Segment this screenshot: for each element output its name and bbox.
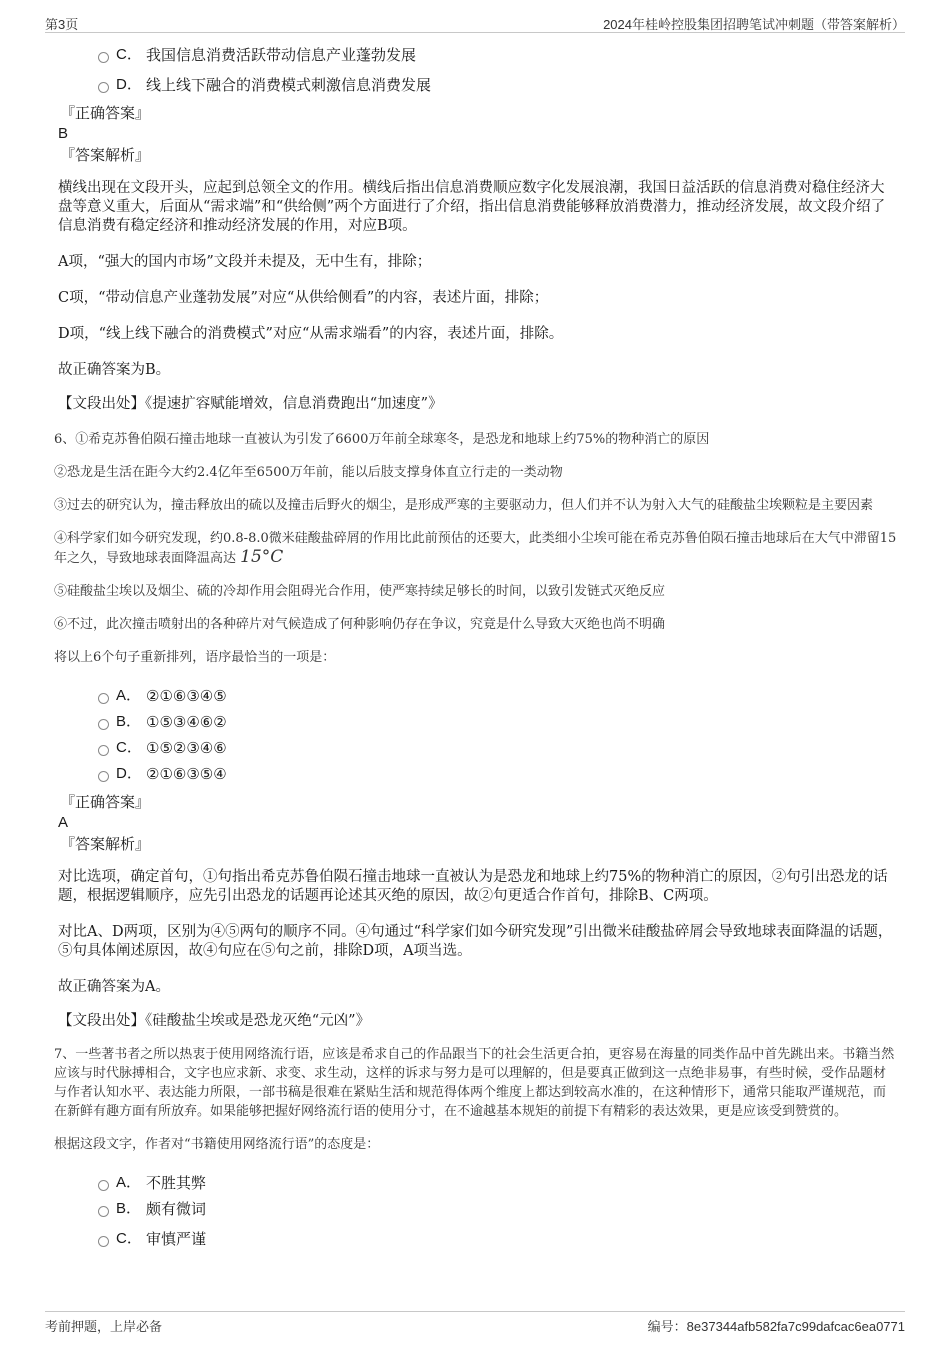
question-sentence: ②恐龙是生活在距今大约2.4亿年至6500万年前，能以后肢支撑身体直立行走的一类动物 xyxy=(54,465,563,480)
answer-label: 『正确答案』 xyxy=(60,104,151,122)
option-text: ②①⑥③④⑤ xyxy=(146,687,227,705)
option-text: 颇有微词 xyxy=(146,1200,207,1218)
analysis-label: 『答案解析』 xyxy=(60,835,151,853)
option-c[interactable] xyxy=(58,735,898,761)
option-text: ②①⑥③⑤④ xyxy=(146,765,227,783)
radio-icon[interactable] xyxy=(98,52,109,63)
option-a[interactable] xyxy=(58,683,898,709)
question-stem: 7、一些著书者之所以热衷于使用网络流行语，应该是希求自己的作品跟当下的社会生活更合拍，更容易在海量的同类作品中首先跳出来。书籍当然应该与时代脉搏相合，文字也应求新、求变、求生动，这样的诉求与努力是可以理解的，但是要真正做到这一点绝非易事，有些时候，受作品题材与作者认知水平、表达能力所限，一部书稿是很难在紧贴生活和规范得体两个维度上都达到较高水准的，在这种情形下，通常只能取严谨规范，而在新鲜有趣方面有所放弃。如果能够把握好网络流行语的使用分寸，在不逾越基本规矩的前提下有精彩的表达效果，更是应该受到赞赏的。 xyxy=(54,1047,895,1119)
option-letter: B． xyxy=(116,1200,142,1217)
document-code xyxy=(648,1316,905,1335)
radio-icon[interactable] xyxy=(98,82,109,93)
radio-icon[interactable] xyxy=(98,771,109,782)
option-a[interactable] xyxy=(58,1170,898,1196)
analysis-paragraph: A项，“强大的国内市场”文段并未提及，无中生有，排除； xyxy=(58,254,432,270)
question-prompt: 将以上6个句子重新排列，语序最恰当的一项是： xyxy=(54,650,336,665)
option-text: 线上线下融合的消费模式刺激信息消费发展 xyxy=(146,76,432,94)
option-text: ①⑤③④⑥② xyxy=(146,713,227,731)
option-text: 不胜其弊 xyxy=(146,1174,207,1192)
analysis-paragraph: 横线出现在文段开头，应起到总领全文的作用。横线后指出信息消费顺应数字化发展浪潮，我国日益活跃的信息消费对稳住经济大盘等意义重大，后面从“需求端”和“供给侧”两个方面进行了介绍，指出信息消费能够释放消费潜力，推动经济发展，故文段介绍了信息消费有稳定经济和推动经济发展的作用，对应B项。 xyxy=(58,180,886,234)
source-citation: 【文段出处】《硅酸盐尘埃或是恐龙灭绝“元凶”》 xyxy=(58,1013,371,1029)
option-letter: A． xyxy=(116,1174,142,1191)
question-sentence: ③过去的研究认为，撞击释放出的硫以及撞击后野火的烟尘，是形成严寒的主要驱动力，但人们并不认为射入大气的硅酸盐尘埃颗粒是主要因素 xyxy=(54,498,874,513)
analysis-paragraph: 对比A、D两项，区别为④⑤两句的顺序不同。④句通过“科学家们如今研究发现”引出微米硅酸盐碎屑会导致地球表面降温的话题，⑤句具体阐述原因，故④句应在⑤句之前，排除D项，A项当选。 xyxy=(58,924,893,959)
option-c[interactable] xyxy=(58,1226,898,1252)
option-letter: C． xyxy=(116,46,142,63)
radio-icon[interactable] xyxy=(98,693,109,704)
radio-icon[interactable] xyxy=(98,1236,109,1247)
radio-icon[interactable] xyxy=(98,1206,109,1217)
page-content xyxy=(54,42,898,1252)
page-header xyxy=(45,12,905,33)
option-text: 我国信息消费活跃带动信息产业蓬勃发展 xyxy=(146,46,417,64)
option-letter: D． xyxy=(116,765,142,782)
analysis-paragraph: D项，“线上线下融合的消费模式”对应“从需求端看”的内容，表述片面，排除。 xyxy=(58,326,564,342)
page-footer xyxy=(45,1311,905,1336)
radio-icon[interactable] xyxy=(98,719,109,730)
source-citation: 【文段出处】《提速扩容赋能增效，信息消费跑出“加速度”》 xyxy=(58,396,443,412)
answer-label: 『正确答案』 xyxy=(60,793,151,811)
analysis-conclusion: 故正确答案为A。 xyxy=(58,979,170,995)
option-letter: C． xyxy=(116,1230,142,1247)
question-sentence: ⑤硅酸盐尘埃以及烟尘、硫的冷却作用会阻碍光合作用，使严寒持续足够长的时间，以致引发链式灭绝反应 xyxy=(54,584,666,599)
option-c[interactable] xyxy=(58,42,898,68)
answer-value: A xyxy=(58,814,69,831)
question-sentence xyxy=(54,529,898,568)
option-letter: B． xyxy=(116,713,142,730)
sentence-text: ④科学家们如今研究发现，约0.8-8.0微米硅酸盐碎屑的作用比此前预估的还要大，此类细小尘埃可能在希克苏鲁伯陨石撞击地球后在大气中滞留15年之久，导致地球表面降温高达 xyxy=(54,531,897,566)
option-d[interactable] xyxy=(58,72,898,98)
option-text: 审慎严谨 xyxy=(146,1230,207,1248)
analysis-conclusion: 故正确答案为B。 xyxy=(58,362,171,378)
option-b[interactable] xyxy=(58,1196,898,1222)
option-letter: C． xyxy=(116,739,142,756)
temperature-formula: 15°C xyxy=(240,547,284,567)
document-title: 2024年桂岭控股集团招聘笔试冲刺题（带答案解析） xyxy=(603,17,905,32)
page-number: 第3页 xyxy=(45,17,79,32)
answer-value: B xyxy=(58,125,69,142)
option-letter: A． xyxy=(116,687,142,704)
radio-icon[interactable] xyxy=(98,745,109,756)
footer-slogan: 考前押题，上岸必备 xyxy=(45,1319,163,1334)
code-label: 编号： xyxy=(647,1319,687,1334)
question-sentence: 6、①希克苏鲁伯陨石撞击地球一直被认为引发了6600万年前全球寒冬，是恐龙和地球上约75%的物种消亡的原因 xyxy=(54,432,710,447)
option-d[interactable] xyxy=(58,761,898,787)
option-letter: D． xyxy=(116,76,142,93)
option-b[interactable] xyxy=(58,709,898,735)
analysis-label: 『答案解析』 xyxy=(60,146,151,164)
analysis-paragraph: 对比选项，确定首句，①句指出希克苏鲁伯陨石撞击地球一直被认为是恐龙和地球上约75%的物种消亡的原因，②句引出恐龙的话题，根据逻辑顺序，应先引出恐龙的话题再论述其灭绝的原因，故②句更适合作首句，排除B、C两项。 xyxy=(58,869,888,904)
radio-icon[interactable] xyxy=(98,1180,109,1191)
question-prompt: 根据这段文字，作者对“书籍使用网络流行语”的态度是： xyxy=(54,1137,380,1152)
option-text: ①⑤②③④⑥ xyxy=(146,739,227,757)
question-sentence: ⑥不过，此次撞击喷射出的各种碎片对气候造成了何种影响仍存在争议，究竟是什么导致大灭绝也尚不明确 xyxy=(54,617,666,632)
code-value: 8e37344afb582fa7c99dafcac6ea0771 xyxy=(686,1319,905,1334)
analysis-paragraph: C项，“带动信息产业蓬勃发展”对应“从供给侧看”的内容，表述片面，排除； xyxy=(58,290,549,306)
